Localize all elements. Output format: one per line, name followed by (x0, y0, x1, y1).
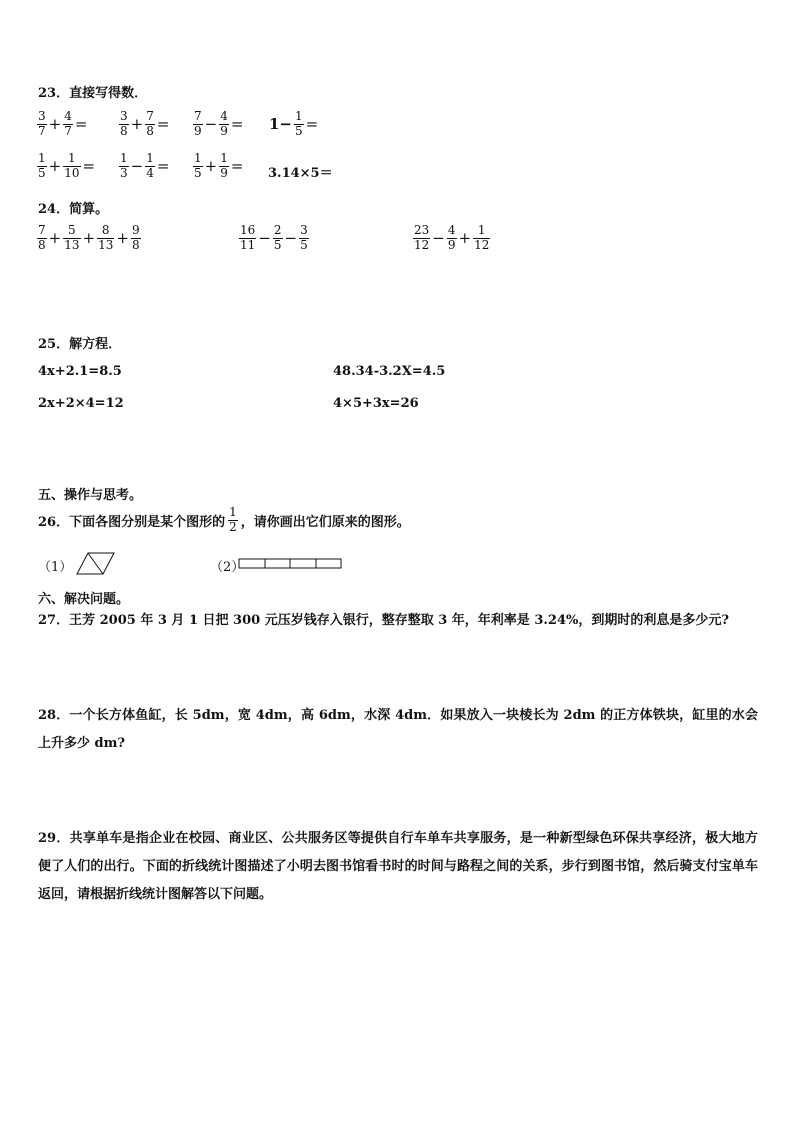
q23-title: 23．直接写得数． (38, 86, 148, 101)
q23-item: $\frac{3}{8}$ + $\frac{7}{8}$ = (120, 109, 170, 138)
equation-2: 48.34-3.2X=4.5 (333, 364, 446, 379)
q27-text: 27．王芳 2005 年 3 月 1 日把 300 元压岁钱存入银行，整存整取 3 年，年利率是 3.24%，到期时的利息是多少元? (38, 613, 729, 628)
parallelogram-figure (76, 552, 116, 576)
q26-prefix: 26．下面各图分别是某个图形的 (38, 514, 226, 530)
q24-expression-1: $\frac{7}{8}$ + $\frac{5}{13}$ + $\frac{8}{13}$ + $\frac{9}{8}$ (38, 223, 140, 252)
equation-3: 2x+2×4=12 (38, 396, 124, 411)
section-5-heading: 五、操作与思考。 (38, 488, 143, 503)
q26-suffix: ，请你画出它们原来的图形。 (240, 514, 410, 530)
q23-item: $\frac{3}{7}$ + $\frac{4}{7}$ = (38, 109, 88, 138)
q23-item: 1− $\frac{1}{5}$ = (269, 109, 319, 138)
q26-label-2: （2） (210, 560, 245, 575)
q23-item: $\frac{1}{5}$ + $\frac{1}{10}$ = (38, 151, 96, 180)
q25-title: 25．解方程． (38, 337, 122, 352)
rectangle-strip-figure (238, 558, 344, 570)
q26-label-1: （1） (38, 560, 73, 575)
q24-expression-2: $\frac{16}{11}$ − $\frac{2}{5}$ − $\frac{3}{5}$ (240, 223, 308, 252)
section-6-heading: 六、解决问题。 (38, 592, 130, 607)
q23-item: 3.14×5＝ (268, 166, 333, 181)
q23-item: $\frac{1}{5}$ + $\frac{1}{9}$ = (194, 151, 244, 180)
q23-item: $\frac{7}{9}$ − $\frac{4}{9}$ = (194, 109, 244, 138)
q24-title: 24．简算。 (38, 202, 109, 217)
q28-text: 28．一个长方体鱼缸，长 5dm，宽 4dm，高 6dm，水深 4dm．如果放入一块棱长为 2dm 的正方体铁块，缸里的水会上升多少 dm? (38, 708, 758, 751)
q26-fraction: $\frac{1}{2}$ (229, 505, 237, 534)
q29-text: 29．共享单车是指企业在校园、商业区、公共服务区等提供自行车单车共享服务，是一种新型绿色环保共享经济，极大地方便了人们的出行。下面的折线统计图描述了小明去图书馆看书时的时间与路程之间的关系，步行到图书馆，然后骑支付宝单车返回，请根据折线统计图解答以下问题。 (38, 831, 758, 902)
q23-item: $\frac{1}{3}$ − $\frac{1}{4}$ = (120, 151, 170, 180)
equation-4: 4×5+3x=26 (333, 396, 419, 411)
q26-question (38, 506, 410, 535)
q24-expression-3: $\frac{23}{12}$ − $\frac{4}{9}$ + $\frac{1}{12}$ (414, 223, 490, 252)
equation-1: 4x+2.1=8.5 (38, 364, 122, 379)
